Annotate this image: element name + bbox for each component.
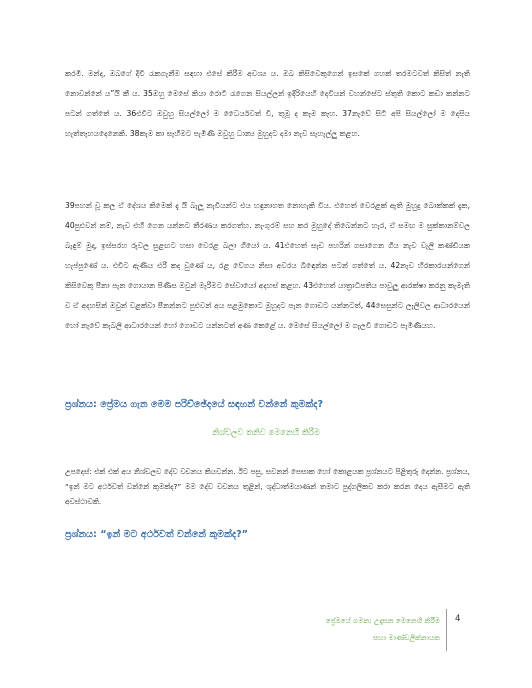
footer-divider xyxy=(446,609,447,651)
body-paragraph-2: 39පහන් වූ කල ඒ දේශය කිමෙක් දැ යි බැලූ නැවියන්ට එය හඳුනාගත නොහැකි විය. එහෙත් වෙරළක් ඇති මුහුදු බොක්කක් දැක, 40පුළුවන් නම්, නැව එහි ගෙන යන්නට තීරණය කරගත්හ. නැංගුරම් සහ කර මුහුදේ තිබෙන්නට හැර, ඒ සමඟ ම සුක්කානම්වල බැඳුම් මුදා, ඉස්සරහ රුවල සුළඟට හසා වෙරළ බලා ගියෝ ය. 41එහෙත් සැඩ පහරින් ගසාගෙන ගිය නැව වැලි කණ්ඩියක හැප්පුණේ ය. එවිට ඇණිය එරී කද වුණේ ය, රළ වේගය නිසා අවරය බිඳෙන්න පටන් ගත්තේ ය. 42නැව හිරකාරයන්ගෙන් කිසිවෙකු පීනා පැන ගොයාන පිණිස ඔවුන් මැරීමට සේවායෝ අදහස් කළහ. 43එහෙත් යාත්‍රාධිපතිය පාවුලු ආරක්ෂා කරනු කැමැති ව ඒ අදහසින් ඔවුන් වළක්වා පීනන්නට පුළුවන් අය පළමුකොට මුහුදට පැන ගොඩට යන්නටත්, 44සෙසුන්ට ලෑලිවල ආධාරයෙන් හෝ නැවේ කැබලි ආධාරයෙන් හෝ ගොඩට යන්නටත් අණ කෙළේ ය. මෙසේ සියල්ලෝ ම ගැලවී ගොඩට පැමිණියහ. xyxy=(65,201,470,330)
instruction-text: උපදෙස්: එක් එක් අය නිශ්චලව දේව වචනය කියවන්න. ඊට පසු, සවනන් පෙසාක හෝ කොළයක ප්‍රශ්නයට පිළිතුරු දෙන්න. ප්‍රශ්නය, “ඉන් මට අර්ථවත් වන්නේ කුමක්ද?” මම දේව වචනය තුළින්, ශුද්ධාත්මයාණන් තමාට පුද්ගලිකව කරා කරන දෙය ඇසීමට ඇති අවස්ථාවකි. xyxy=(65,467,470,506)
section-heading: නිශ්චලව තනිව මෙනෙහි කිරීම xyxy=(212,427,320,437)
footer-title: ප්‍රේමයේ ගමන: උදෑසන මෙනෙහි කිරීම xyxy=(325,616,440,625)
question-heading-2: ප්‍රශ්නය: “ඉන් මට අර්ථවත් වන්නේ කුමක්ද?” xyxy=(65,529,248,540)
page-number: 4 xyxy=(455,614,461,624)
body-paragraph-1: කරමි. මන්ද, ඔබගේ දිවි රැකගැනීම සඳහා එසේ කිරීම අවශ්‍ය ය. ඔබ කිසිවෙකුගෙන් ඉසකේ ගහක් තරමටවත් කිසිත් නැති නොවන්නේ ය”යි කී ය. 35ඔහු මෙසේ කියා රොටී රැගෙන සියල්ලන් ඉදිරියෙහි දෙවියන් වහන්සේට ස්තුති කොට කඩා කන්නට පටන් ගත්තේ ය. 36එවිට ඔවුහු සියල්ලෝ ම ධෛර්යවත් වී, තුමූ ද කෑම කෑහ. 37නැවේ සිටි අපි සියල්ලෝ ම දෙසිය හැත්තෑහයදෙනෙකි. 38කැම කා සෑහීමට පැමිණි ඔවුහු ධාන්‍ය මුහුදට දමා නැව සැහැල්ලු කළහ. xyxy=(65,69,470,138)
question-heading-1: ප්‍රශ්නය: ප්‍රේමය ගැන මෙම පරිච්ඡේදයේ සඳහන් වන්නේ කුමක්ද? xyxy=(65,399,324,410)
footer-author: සහා මාණ්ඩලික්නායක xyxy=(373,633,440,642)
